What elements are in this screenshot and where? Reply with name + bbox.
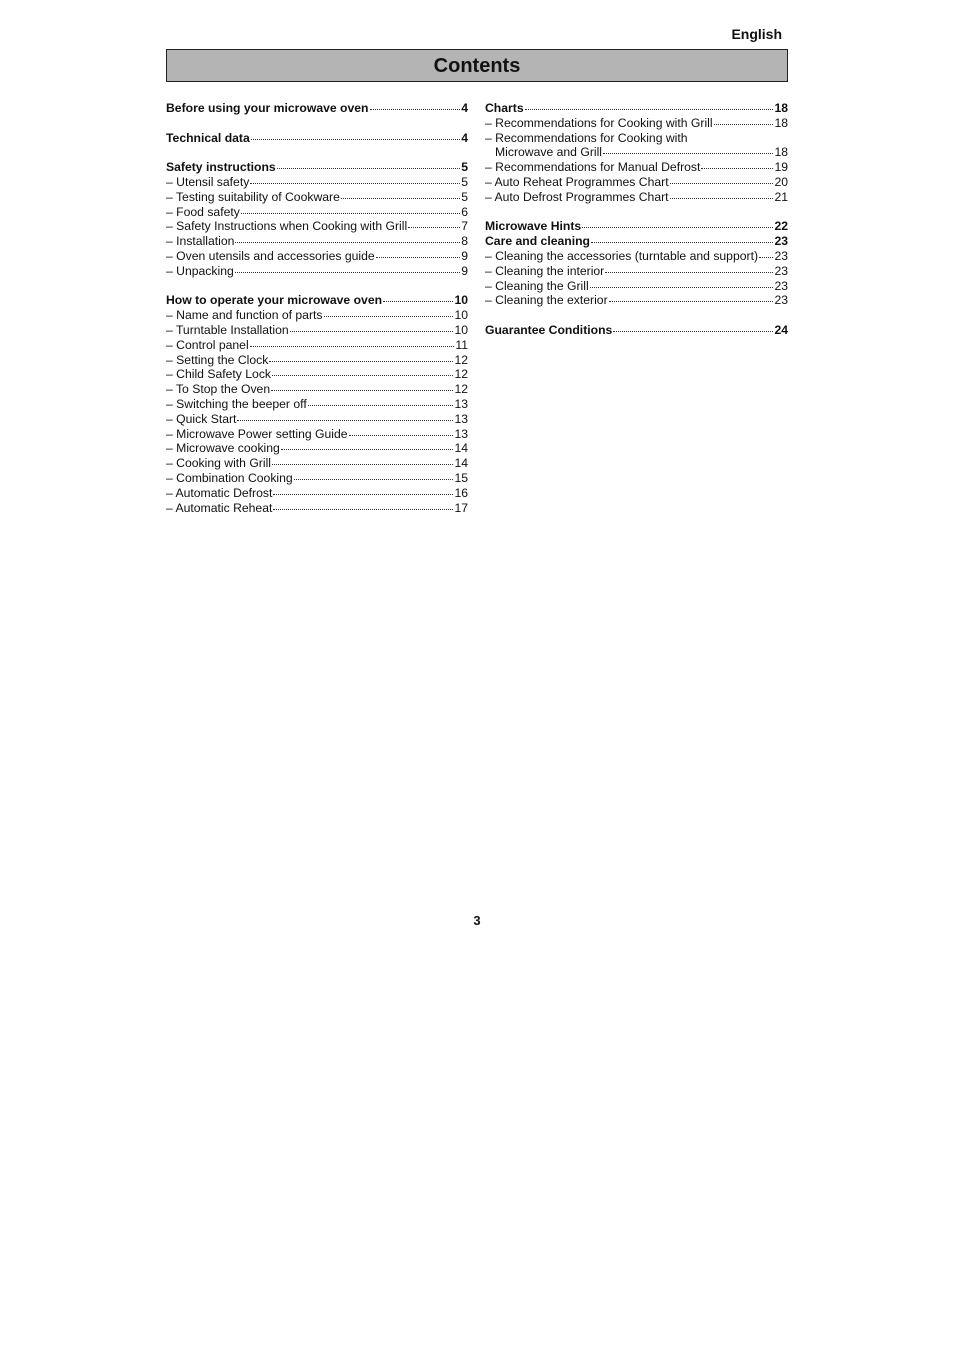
- toc-entry-label: – Quick Start: [166, 411, 237, 426]
- toc-heading-charts[interactable]: [485, 101, 788, 116]
- toc-entry-label: Microwave Hints: [485, 219, 582, 234]
- toc-page-number: 5: [461, 189, 468, 204]
- dot-leader: [609, 301, 774, 302]
- dot-leader: [349, 435, 454, 436]
- dot-leader: [269, 361, 453, 362]
- toc-entry-microwave-power-setting-guide[interactable]: [166, 427, 468, 442]
- toc-heading-how-to-operate-your-microwave-oven[interactable]: [166, 293, 468, 308]
- toc-entry-label: Charts: [485, 101, 524, 115]
- toc-entry-label: Care and cleaning: [485, 234, 590, 249]
- toc-page-number: 23: [774, 263, 788, 278]
- toc-heading-before-using-your-microwave-oven[interactable]: [166, 101, 468, 116]
- dot-leader: [250, 183, 460, 184]
- toc-heading-care-and-cleaning[interactable]: [485, 234, 788, 249]
- toc-page-number: 23: [774, 293, 788, 308]
- toc-entry-recommendations-for-cooking-with-grill[interactable]: [485, 116, 788, 131]
- toc-page-number: 17: [454, 500, 468, 515]
- toc-heading-microwave-hints[interactable]: [485, 219, 788, 234]
- toc-entry-label: – Automatic Defrost: [166, 485, 273, 500]
- toc-entry-label: – Control panel: [166, 337, 249, 352]
- toc-entry-label: – Turntable Installation: [166, 322, 289, 337]
- dot-leader: [290, 331, 454, 332]
- dot-leader: [582, 227, 773, 228]
- toc-spacer: [166, 116, 468, 131]
- toc-entry-utensil-safety[interactable]: [166, 175, 468, 190]
- toc-entry-microwave-and-grill[interactable]: [485, 145, 788, 160]
- dot-leader: [277, 168, 461, 169]
- toc-entry-label: Before using your microwave oven: [166, 101, 369, 115]
- toc-entry-label: – Auto Defrost Programmes Chart: [485, 189, 669, 204]
- toc-page-number: 12: [454, 367, 468, 382]
- toc-entry-label: – Installation: [166, 234, 235, 249]
- toc-page-number: 12: [454, 352, 468, 367]
- toc-page-number: 20: [774, 174, 788, 189]
- dot-leader: [376, 257, 461, 258]
- toc-page-number: 4: [461, 101, 468, 115]
- toc-heading-technical-data[interactable]: [166, 131, 468, 146]
- toc-spacer: [166, 145, 468, 160]
- toc-entry-setting-the-clock[interactable]: [166, 353, 468, 368]
- dot-leader: [241, 213, 460, 214]
- dot-leader: [271, 390, 453, 391]
- dot-leader: [272, 375, 453, 376]
- toc-page-number: 23: [774, 234, 788, 249]
- dot-leader: [235, 242, 460, 243]
- toc-entry-auto-reheat-programmes-chart[interactable]: [485, 175, 788, 190]
- dot-leader: [759, 257, 773, 258]
- dot-leader: [670, 198, 774, 199]
- toc-entry-switching-the-beeper-off[interactable]: [166, 397, 468, 412]
- dot-leader: [273, 494, 453, 495]
- page-number: 3: [473, 913, 481, 928]
- page-title: Contents: [166, 49, 788, 82]
- toc-entry-label: – Auto Reheat Programmes Chart: [485, 174, 669, 189]
- toc-page-number: 13: [454, 411, 468, 426]
- dot-leader: [605, 272, 773, 273]
- toc-spacer: [485, 308, 788, 323]
- dot-leader: [294, 479, 454, 480]
- dot-leader: [408, 227, 460, 228]
- toc-entry-label: – Microwave cooking: [166, 441, 280, 456]
- toc-page-number: 9: [461, 263, 468, 278]
- toc-column-right: [485, 101, 788, 338]
- dot-leader: [603, 153, 773, 154]
- toc-entry-label: – Child Safety Lock: [166, 367, 272, 382]
- toc-entry-label: Microwave and Grill: [495, 145, 603, 160]
- toc-page-number: 16: [454, 485, 468, 500]
- dot-leader: [251, 139, 460, 140]
- toc-page-number: 5: [461, 160, 468, 175]
- toc-entry-automatic-defrost[interactable]: [166, 486, 468, 501]
- dot-leader: [237, 420, 453, 421]
- toc-entry-turntable-installation[interactable]: [166, 323, 468, 338]
- toc-entry-child-safety-lock[interactable]: [166, 367, 468, 382]
- toc-page-number: 10: [454, 308, 468, 323]
- dot-leader: [341, 198, 460, 199]
- toc-entry-microwave-cooking[interactable]: [166, 441, 468, 456]
- toc-entry-oven-utensils-and-accessories-guide[interactable]: [166, 249, 468, 264]
- toc-page-number: 11: [455, 337, 468, 352]
- toc-entry-testing-suitability-of-cookware[interactable]: [166, 190, 468, 205]
- dot-leader: [590, 287, 774, 288]
- toc-entry-to-stop-the-oven[interactable]: [166, 382, 468, 397]
- toc-page-number: 18: [774, 115, 788, 130]
- toc-entry-label: – Recommendations for Cooking with Grill: [485, 115, 713, 130]
- toc-spacer: [166, 279, 468, 294]
- toc-page-number: 15: [454, 470, 468, 485]
- toc-heading-safety-instructions[interactable]: [166, 160, 468, 175]
- toc-entry-label: – Utensil safety: [166, 174, 250, 189]
- toc-page-number: 6: [461, 204, 468, 219]
- toc-page-number: 18: [774, 145, 788, 160]
- toc-entry-label: – Cooking with Grill: [166, 456, 271, 471]
- dot-leader: [525, 109, 774, 110]
- toc-page-number: 14: [454, 441, 468, 456]
- toc-entry-label: Technical data: [166, 130, 250, 145]
- toc-page-number: 23: [774, 248, 788, 263]
- toc-entry-food-safety[interactable]: [166, 205, 468, 220]
- toc-entry-label: – Name and function of parts: [166, 308, 323, 323]
- toc-heading-guarantee-conditions[interactable]: [485, 323, 788, 338]
- toc-entry-label: – Cleaning the Grill: [485, 278, 589, 293]
- toc-entry-label: – Setting the Clock: [166, 352, 269, 367]
- toc-entry-label: Safety instructions: [166, 160, 276, 175]
- dot-leader: [701, 168, 773, 169]
- dot-leader: [308, 405, 454, 406]
- toc-spacer: [485, 205, 788, 220]
- toc-page-number: 13: [454, 396, 468, 411]
- dot-leader: [670, 183, 774, 184]
- toc-page-number: 5: [461, 174, 468, 189]
- toc-entry-cleaning-the-interior[interactable]: [485, 264, 788, 279]
- toc-entry-cleaning-the-grill[interactable]: [485, 279, 788, 294]
- dot-leader: [272, 464, 453, 465]
- dot-leader: [591, 242, 773, 243]
- toc-entry-name-and-function-of-parts[interactable]: [166, 308, 468, 323]
- toc-page-number: 14: [454, 456, 468, 471]
- toc-page-number: 22: [774, 219, 788, 234]
- toc-entry-label: – Cleaning the accessories (turntable and support): [485, 248, 759, 263]
- toc-entry-installation[interactable]: [166, 234, 468, 249]
- dot-leader: [383, 301, 453, 302]
- toc-page-number: 21: [774, 189, 788, 204]
- toc-page-number: 23: [774, 278, 788, 293]
- toc-entry-label: – Automatic Reheat: [166, 500, 273, 515]
- toc-page-number: 10: [454, 293, 468, 308]
- toc-page-number: 12: [454, 382, 468, 397]
- toc-entry-recommendations-for-cooking-with-line1: – Recommendations for Cooking with: [485, 130, 688, 145]
- toc-entry-safety-instructions-when-cooking-with-grill[interactable]: [166, 219, 468, 234]
- dot-leader: [324, 316, 454, 317]
- toc-entry-label: – Cleaning the exterior: [485, 293, 608, 308]
- dot-leader: [714, 124, 774, 125]
- toc-entry-label: – Microwave Power setting Guide: [166, 426, 348, 441]
- toc-page-number: 24: [774, 322, 788, 337]
- language-label: English: [731, 26, 782, 42]
- dot-leader: [613, 331, 773, 332]
- toc-entry-automatic-reheat[interactable]: [166, 501, 468, 516]
- toc-page-number: 8: [461, 234, 468, 249]
- toc-entry-label: – Safety Instructions when Cooking with Grill: [166, 219, 408, 234]
- toc-column-left: [166, 101, 468, 515]
- toc-entry-label: – Combination Cooking: [166, 470, 293, 485]
- toc-entry-unpacking[interactable]: [166, 264, 468, 279]
- toc-entry-label: – Food safety: [166, 204, 240, 219]
- dot-leader: [281, 449, 454, 450]
- toc-entry-cooking-with-grill[interactable]: [166, 456, 468, 471]
- toc-page-number: 9: [461, 248, 468, 263]
- toc-entry-label: – Unpacking: [166, 263, 234, 278]
- toc-entry-label: – Cleaning the interior: [485, 263, 605, 278]
- toc-entry-label: – To Stop the Oven: [166, 382, 271, 397]
- toc-page-number: 10: [454, 322, 468, 337]
- toc-entry-label: How to operate your microwave oven: [166, 293, 383, 308]
- toc-entry-auto-defrost-programmes-chart[interactable]: [485, 190, 788, 205]
- toc-entry-label: – Switching the beeper off: [166, 396, 307, 411]
- dot-leader: [273, 509, 453, 510]
- toc-page-number: 4: [461, 130, 468, 145]
- toc-page-number: 19: [774, 160, 788, 175]
- dot-leader: [250, 346, 455, 347]
- toc-entry-label: – Testing suitability of Cookware: [166, 189, 340, 204]
- toc-entry-recommendations-for-manual-defrost[interactable]: [485, 160, 788, 175]
- dot-leader: [235, 272, 460, 273]
- toc-entry-combination-cooking[interactable]: [166, 471, 468, 486]
- toc-entry-cleaning-the-exterior[interactable]: [485, 293, 788, 308]
- toc-page-number: 18: [774, 101, 788, 115]
- toc-entry-label: Guarantee Conditions: [485, 322, 613, 337]
- toc-entry-quick-start[interactable]: [166, 412, 468, 427]
- dot-leader: [370, 109, 461, 110]
- toc-entry-label: – Oven utensils and accessories guide: [166, 248, 375, 263]
- toc-entry-label: – Recommendations for Manual Defrost: [485, 160, 701, 175]
- toc-page-number: 7: [461, 219, 468, 234]
- toc-entry-control-panel[interactable]: [166, 338, 468, 353]
- toc-page-number: 13: [454, 426, 468, 441]
- toc-entry-cleaning-the-accessories-turntable-and-support[interactable]: [485, 249, 788, 264]
